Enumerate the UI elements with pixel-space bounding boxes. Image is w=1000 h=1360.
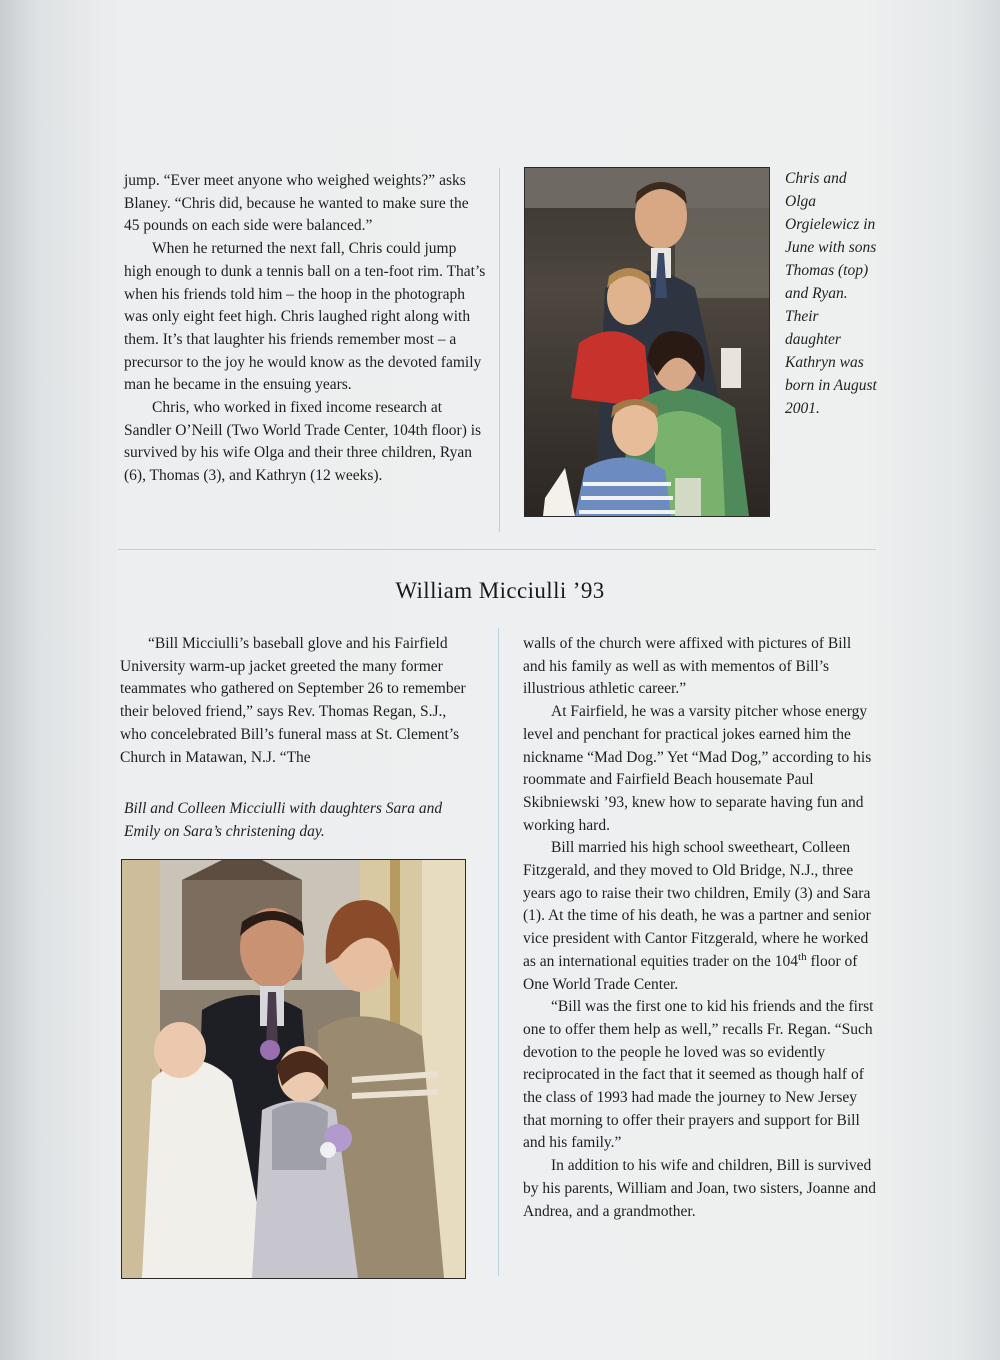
micciulli-photo-image bbox=[122, 860, 465, 1278]
right-paragraph-1: walls of the church were affixed with pictures of Bill and his family as well as with mementos of Bill’s illustrious athletic career.” bbox=[523, 635, 852, 698]
section-heading: William Micciulli ’93 bbox=[395, 578, 605, 603]
top-paragraph-2: When he returned the next fall, Chris could jump high enough to dunk a tennis ball on a ten-foot rim. That’s when his friends told him – the hoop in the photograph was only eight feet high. Chris laughed right along with them. It’s that laughter his friends remember most – a precursor to the joy he would know as the devoted family man he became in the ensuing years. bbox=[124, 240, 486, 394]
micciulli-photo-caption: Bill and Colleen Micciulli with daughters Sara and Emily on Sara’s christening day. bbox=[124, 800, 443, 840]
right-paragraph-5: In addition to his wife and children, Bill is survived by his parents, William and Joan, two sisters, Joanne and Andrea, and a grandmother. bbox=[523, 1157, 876, 1220]
top-paragraph-1: jump. “Ever meet anyone who weighed weights?” asks Blaney. “Chris did, because he wanted to make sure the 45 pounds on each side were balanced.” bbox=[124, 172, 469, 235]
bottom-column-divider bbox=[498, 628, 499, 1276]
orgielewicz-photo-image bbox=[525, 168, 769, 516]
top-column-divider bbox=[499, 168, 500, 532]
micciulli-family-photo bbox=[121, 859, 466, 1279]
right-paragraph-3-text-end: floor of One World Trade Center. bbox=[523, 952, 858, 993]
right-paragraph-3 bbox=[523, 837, 877, 996]
bottom-left-paragraph: “Bill Micciulli’s baseball glove and his Fairfield University warm-up jacket greeted the many former teammates who gathered on September 26 to remember their beloved friend,” says Rev. Thomas Regan, S.J., who concelebrated Bill’s funeral mass at St. Clement’s Church in Matawan, N.J. “The bbox=[120, 635, 466, 766]
right-paragraph-4: “Bill was the first one to kid his friends and the first one to offer them help as well,” recalls Fr. Regan. “Such devotion to the people he loved was so evidently reciprocated in the fact that it seemed as though half of the class of 1993 had made the journey to New Jersey that morning to offer their prayers and support for Bill and his family.” bbox=[523, 998, 874, 1152]
top-left-column bbox=[124, 170, 486, 488]
right-paragraph-2: At Fairfield, he was a varsity pitcher whose energy level and penchant for practical jokes earned him the nickname “Mad Dog.” Yet “Mad Dog,” according to his roommate and Fairfield Beach housemate Paul Skibniewski ’93, knew how to separate having fun and working hard. bbox=[523, 703, 872, 834]
ordinal-suffix: th bbox=[798, 950, 807, 963]
orgielewicz-family-photo bbox=[524, 167, 770, 517]
bottom-right-column bbox=[523, 633, 877, 1223]
section-divider bbox=[118, 549, 876, 550]
right-paragraph-3-text: Bill married his high school sweetheart, Colleen Fitzgerald, and they moved to Old Bridge, N.J., three years ago to raise their two children, Emily (3) and Sara (1). At the time of his death, he was a partner and senior vice president with Cantor Fitzgerald, where he worked as an international equities trader on the 104 bbox=[523, 839, 871, 970]
orgielewicz-photo-caption: Chris and Olga Orgielewicz in June with sons Thomas (top) and Ryan. Their daughter Kathryn was born in August 2001. bbox=[785, 170, 877, 417]
bottom-left-column bbox=[120, 633, 470, 769]
top-paragraph-3: Chris, who worked in fixed income research at Sandler O’Neill (Two World Trade Center, 104th floor) is survived by his wife Olga and their three children, Ryan (6), Thomas (3), and Kathryn (12 weeks). bbox=[124, 399, 482, 485]
